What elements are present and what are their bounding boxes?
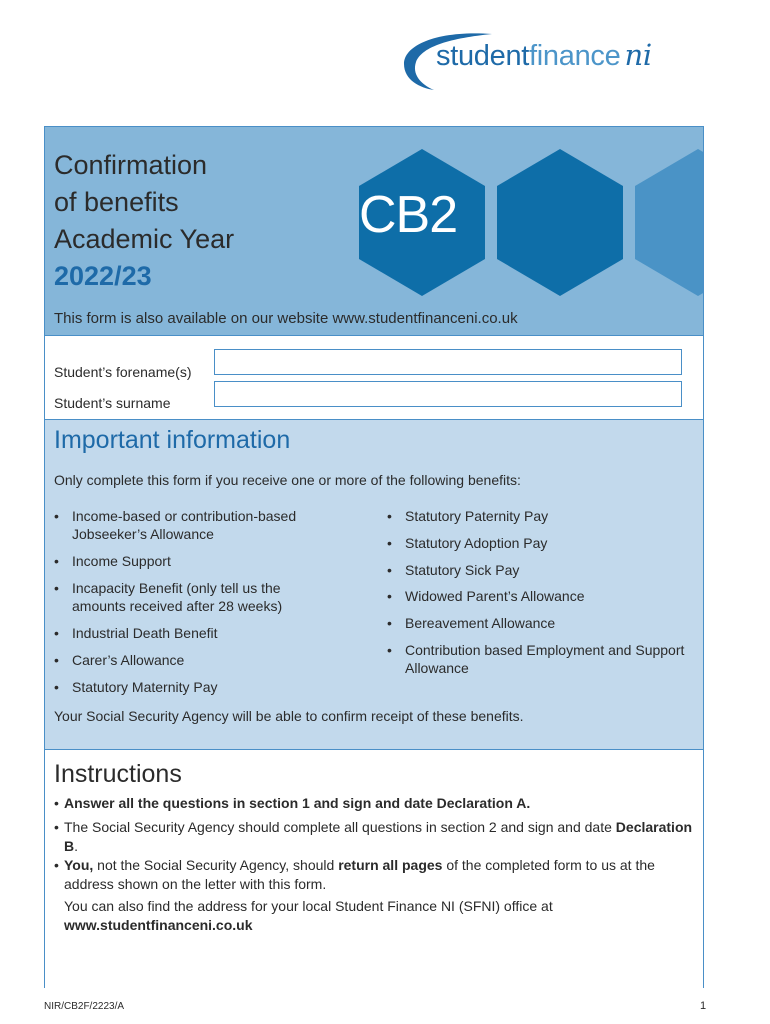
title-line-2: of benefits	[54, 187, 179, 217]
list-item: • Income-based or contribution-based Jobseeker’s Allowance	[54, 507, 342, 543]
instruction-item: • Answer all the questions in section 1 and sign and date Declaration A.	[54, 795, 531, 811]
student-name-section	[45, 335, 703, 420]
list-item: • Incapacity Benefit (only tell us the amounts received after 28 weeks)	[54, 579, 332, 615]
logo-text-finance: finance	[529, 40, 621, 72]
important-outro: Your Social Security Agency will be able to confirm receipt of these benefits.	[54, 708, 524, 724]
instructions-heading: Instructions	[54, 760, 182, 788]
list-item: • Widowed Parent’s Allowance	[387, 587, 685, 605]
list-item: • Carer’s Allowance	[54, 651, 342, 669]
list-item: • Industrial Death Benefit	[54, 624, 342, 642]
surname-label: Student’s surname	[54, 395, 171, 411]
website-link[interactable]: www.studentfinanceni.co.uk	[64, 917, 253, 933]
important-intro: Only complete this form if you receive one or more of the following benefits:	[54, 472, 521, 488]
important-information-section	[45, 419, 703, 750]
instruction-text: You can also find the address for your local Student Finance NI (SFNI) office at	[64, 898, 553, 914]
instruction-text: .	[74, 838, 79, 854]
forename-label: Student’s forename(s)	[54, 364, 192, 380]
list-item: • Statutory Adoption Pay	[387, 534, 685, 552]
instruction-bold: Declaration B	[64, 819, 693, 854]
form-header	[45, 127, 703, 335]
important-heading: Important information	[54, 426, 291, 454]
instructions-section	[45, 749, 703, 988]
instruction-text: of the completed form to us at the address shown on the letter with this form.	[64, 857, 655, 892]
form-title	[54, 147, 234, 295]
list-item: • Income Support	[54, 552, 342, 570]
instruction-text: Answer all the questions in section 1 and sign and date Declaration A.	[64, 795, 531, 811]
list-item: • Statutory Maternity Pay	[54, 678, 342, 696]
instruction-item: • The Social Security Agency should complete all questions in section 2 and sign and date Declaration B.	[54, 819, 693, 854]
form-code: CB2	[359, 186, 458, 244]
form-frame	[44, 126, 704, 988]
instruction-text: The Social Security Agency should complete all questions in section 2 and sign and date	[64, 819, 616, 835]
logo-text-ni: ni	[624, 38, 652, 72]
form-reference-code: NIR/CB2F/2223/A	[44, 1001, 125, 1012]
forename-field[interactable]	[214, 349, 682, 375]
list-item: • Statutory Paternity Pay	[387, 507, 685, 525]
list-item: • Contribution based Employment and Support Allowance	[387, 641, 685, 677]
instruction-note	[54, 897, 694, 935]
title-line-3: Academic Year	[54, 224, 235, 254]
instruction-text: not the Social Security Agency, should	[93, 857, 339, 873]
academic-year: 2022/23	[54, 261, 152, 291]
instruction-bold: You,	[64, 857, 94, 873]
title-line-1: Confirmation	[54, 150, 208, 180]
website-availability-note: This form is also available on our website www.studentfinanceni.co.uk	[54, 310, 518, 327]
list-item: • Statutory Sick Pay	[387, 561, 685, 579]
list-item: • Bereavement Allowance	[387, 614, 685, 632]
instruction-bold: return all pages	[338, 857, 443, 873]
page-number: 1	[700, 1000, 707, 1012]
surname-field[interactable]	[214, 381, 682, 407]
instruction-item: • You, not the Social Security Agency, should return all pages of the completed form to us at the address shown on the letter with this form.	[54, 857, 655, 892]
student-finance-ni-logo	[400, 28, 710, 94]
logo-text-student: student	[436, 40, 530, 72]
